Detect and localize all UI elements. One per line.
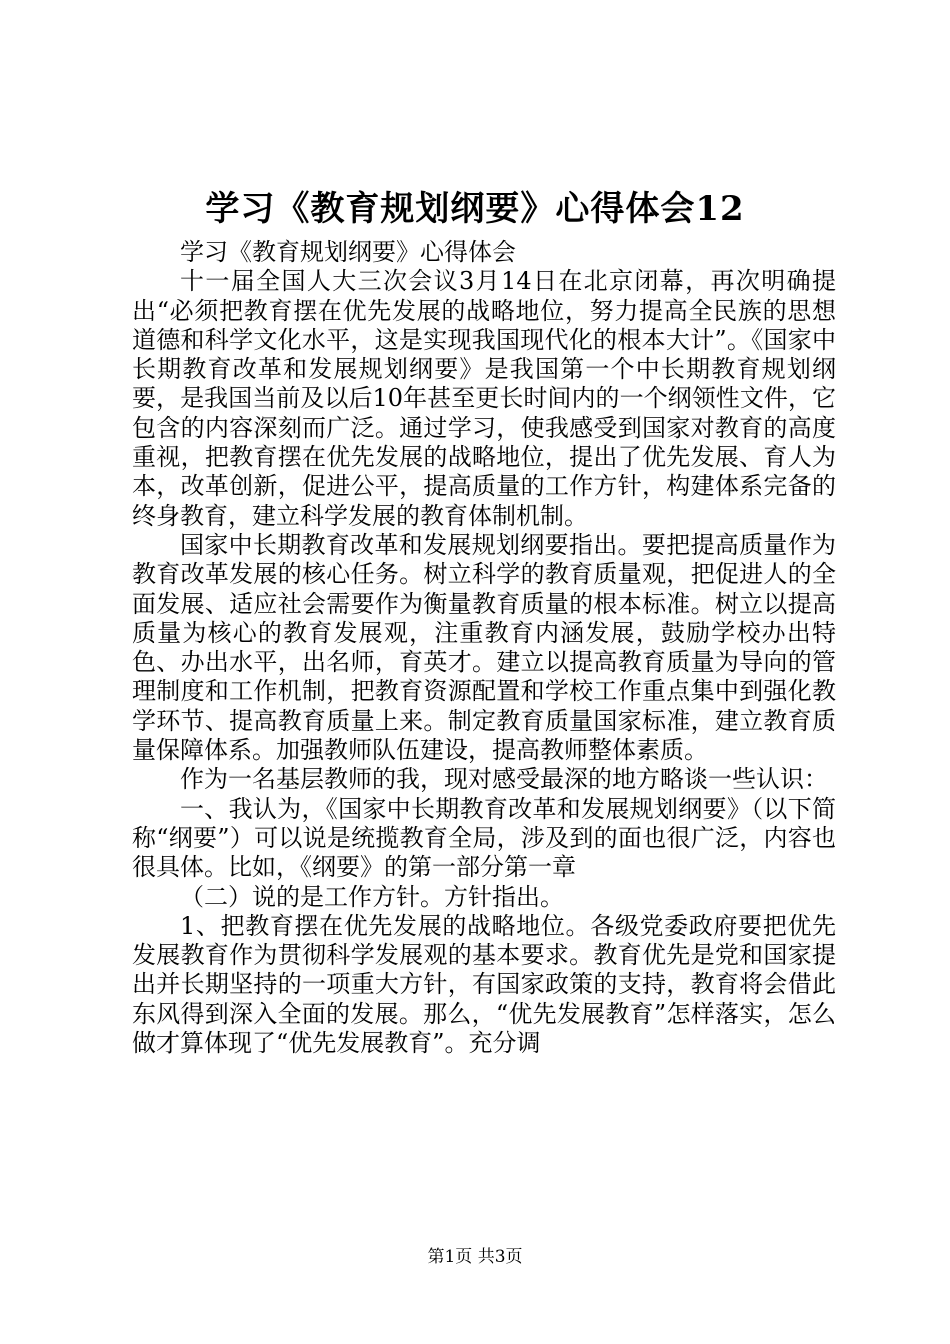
paragraph-point-two: （二）说的是工作方针。方针指出。 [180,882,564,911]
document-body [132,238,836,1058]
document-title: 学习《教育规划纲要》心得体会12 [205,189,745,229]
paragraph-intro: 十一届全国人大三次会议3月14日在北京闭幕，再次明确提出“必须把教育摆在优先发展的战略地位，努力提高全民族的思想道德和科学文化水平，这是实现我国现代化的根本大计”。《国家中长期教育改革和发展规划纲要》是我国第一个中长期教育规划纲要，是我国当前及以后10年甚至更长时间内的一个纲领性文件，它包含的内容深刻而广泛。通过学习，使我感受到国家对教育的高度重视，把教育摆在优先发展的战略地位，提出了优先发展、育人为本，改革创新，促进公平，提高质量的工作方针，构建体系完备的终身教育，建立科学发展的教育体制机制。 [132,267,836,530]
page-footer: 第1页 共3页 [427,1247,523,1267]
paragraph-teacher: 作为一名基层教师的我，现对感受最深的地方略谈一些认识： [180,765,828,794]
paragraph-point-one: 一、我认为，《国家中长期教育改革和发展规划纲要》（以下简称“纲要”）可以说是统揽教育全局，涉及到的面也很广泛，内容也很具体。比如，《纲要》的第一部分第一章 [132,794,836,882]
paragraph-item-1: 1、把教育摆在优先发展的战略地位。各级党委政府要把优先发展教育作为贯彻科学发展观的基本要求。教育优先是党和国家提出并长期坚持的一项重大方针，有国家政策的支持，教育将会借此东风得到深入全面的发展。那么，“优先发展教育”怎样落实，怎么做才算体现了“优先发展教育”。充分调 [132,911,836,1058]
paragraph-subtitle: 学习《教育规划纲要》心得体会 [180,238,516,266]
paragraph-quality: 国家中长期教育改革和发展规划纲要指出。要把提高质量作为教育改革发展的核心任务。树立科学的教育质量观，把促进人的全面发展、适应社会需要作为衡量教育质量的根本标准。树立以提高质量为核心的教育发展观，注重教育内涵发展，鼓励学校办出特色、办出水平，出名师，育英才。建立以提高教育质量为导向的管理制度和工作机制，把教育资源配置和学校工作重点集中到强化教学环节、提高教育质量上来。制定教育质量国家标准，建立教育质量保障体系。加强教师队伍建设，提高教师整体素质。 [132,530,836,765]
